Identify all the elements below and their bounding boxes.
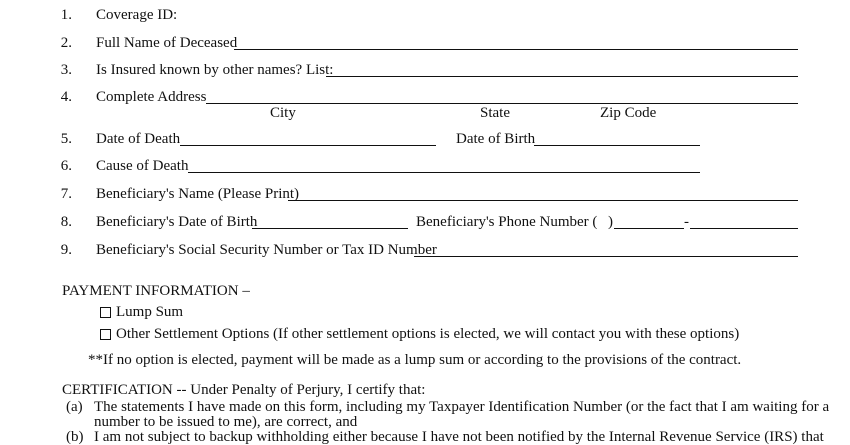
beneficiary-name-label: Beneficiary's Name (Please Print)	[96, 186, 300, 202]
phone-close-paren: )	[608, 214, 613, 230]
date-of-birth-label: Date of Birth	[456, 131, 536, 147]
other-settlement-label: Other Settlement Options (If other settlement options is elected, we will contact you with these options)	[116, 326, 740, 342]
item-number-1: 1.	[60, 7, 72, 23]
beneficiary-name-field[interactable]	[288, 186, 798, 201]
date-of-death-label: Date of Death	[96, 131, 181, 147]
phone-dash: -	[684, 214, 689, 230]
cause-of-death-label: Cause of Death	[96, 158, 189, 174]
date-of-death-field[interactable]	[180, 131, 436, 146]
item-number-4: 4.	[60, 89, 72, 105]
payment-note: **If no option is elected, payment will be made as a lump sum or according to the provisions of the contract.	[88, 352, 742, 368]
beneficiary-dob-label: Beneficiary's Date of Birth	[96, 214, 258, 230]
payment-information-heading: PAYMENT INFORMATION –	[62, 283, 250, 299]
phone-area-code-field[interactable]	[586, 214, 606, 228]
beneficiary-dob-field[interactable]	[252, 214, 408, 229]
certification-b-line-1: I am not subject to backup withholding either because I have not been notified by the Internal Revenue Service (IRS) that	[94, 429, 824, 445]
full-name-deceased-field[interactable]	[234, 35, 798, 50]
item-number-6: 6.	[60, 158, 72, 174]
complete-address-field[interactable]	[206, 89, 798, 104]
certification-a-marker: (a)	[66, 399, 83, 415]
complete-address-label: Complete Address	[96, 89, 207, 105]
item-number-3: 3.	[60, 62, 72, 78]
lump-sum-label: Lump Sum	[116, 304, 184, 320]
coverage-id-label: Coverage ID:	[96, 7, 178, 23]
beneficiary-ssn-label: Beneficiary's Social Security Number or Tax ID Number	[96, 242, 437, 258]
cause-of-death-field[interactable]	[188, 158, 700, 173]
phone-line-field[interactable]	[690, 214, 798, 229]
other-settlement-checkbox[interactable]	[100, 329, 111, 340]
date-of-birth-field[interactable]	[534, 131, 700, 146]
item-number-7: 7.	[60, 186, 72, 202]
item-number-2: 2.	[60, 35, 72, 51]
other-names-label: Is Insured known by other names? List:	[96, 62, 334, 78]
certification-b-marker: (b)	[66, 429, 84, 445]
item-number-8: 8.	[60, 214, 72, 230]
item-number-5: 5.	[60, 131, 72, 147]
item-number-9: 9.	[60, 242, 72, 258]
beneficiary-phone-label: Beneficiary's Phone Number (	[416, 214, 598, 230]
certification-heading: CERTIFICATION -- Under Penalty of Perjury, I certify that:	[62, 382, 426, 398]
lump-sum-checkbox[interactable]	[100, 307, 111, 318]
full-name-deceased-label: Full Name of Deceased	[96, 35, 238, 51]
address-city-sublabel: City	[270, 105, 296, 121]
phone-prefix-field[interactable]	[614, 214, 684, 229]
certification-a-line-1: The statements I have made on this form, including my Taxpayer Identification Number (or the fact that I am waiting for a	[94, 399, 830, 415]
address-zip-sublabel: Zip Code	[600, 105, 657, 121]
certification-a-line-2: number to be issued to me), are correct, and	[94, 414, 358, 430]
other-names-field[interactable]	[326, 62, 798, 77]
beneficiary-ssn-field[interactable]	[414, 242, 798, 257]
address-state-sublabel: State	[480, 105, 510, 121]
